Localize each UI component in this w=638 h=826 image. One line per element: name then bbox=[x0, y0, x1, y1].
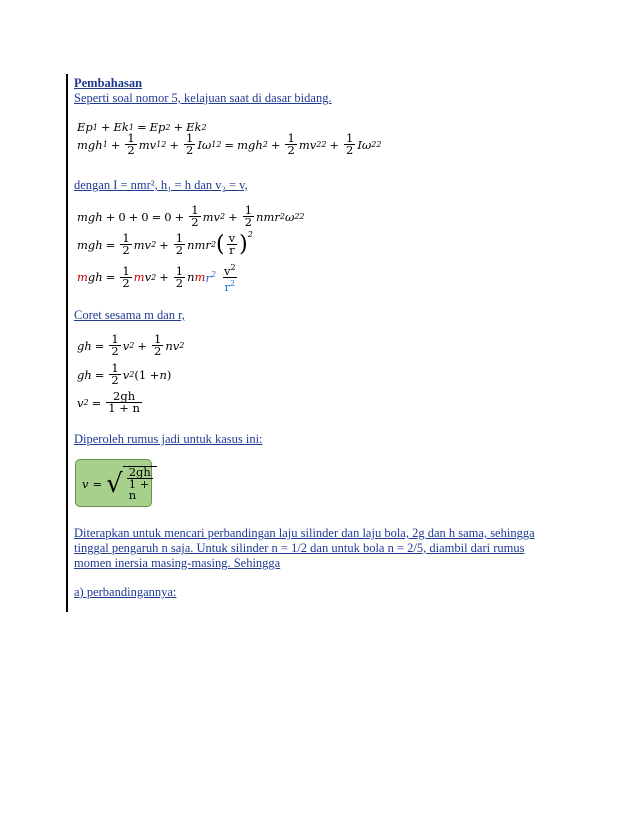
velocity-formula: v = √ $\frac{2gh}{1 + n}$ bbox=[82, 466, 157, 501]
condition-text: dengan I = nmr², h₁ = h dan v₂ = v, bbox=[74, 178, 248, 192]
coret-text: Coret sesama m dan r, bbox=[74, 308, 185, 322]
margin-bar-top bbox=[66, 74, 68, 612]
paragraph-line-2: tinggal pengaruh n saja. Untuk silinder n = 1/2 dan untuk bola n = 2/5, diambil dari rumus bbox=[74, 541, 525, 555]
heading: Pembahasan bbox=[74, 76, 143, 90]
paragraph-line-1: Diterapkan untuk mencari perbandingan laju silinder dan laju bola, 2g dan h sama, sehingga bbox=[74, 526, 535, 540]
formula-box bbox=[75, 459, 152, 507]
rumus-text: Diperoleh rumus jadi untuk kasus ini: bbox=[74, 432, 263, 446]
part-a-label: a) perbandingannya: bbox=[74, 585, 177, 599]
paragraph-line-3: momen inersia masing-masing. Sehingga bbox=[74, 556, 281, 570]
intro-text: Seperti soal nomor 5, kelajuan saat di dasar bidang. bbox=[74, 91, 332, 105]
